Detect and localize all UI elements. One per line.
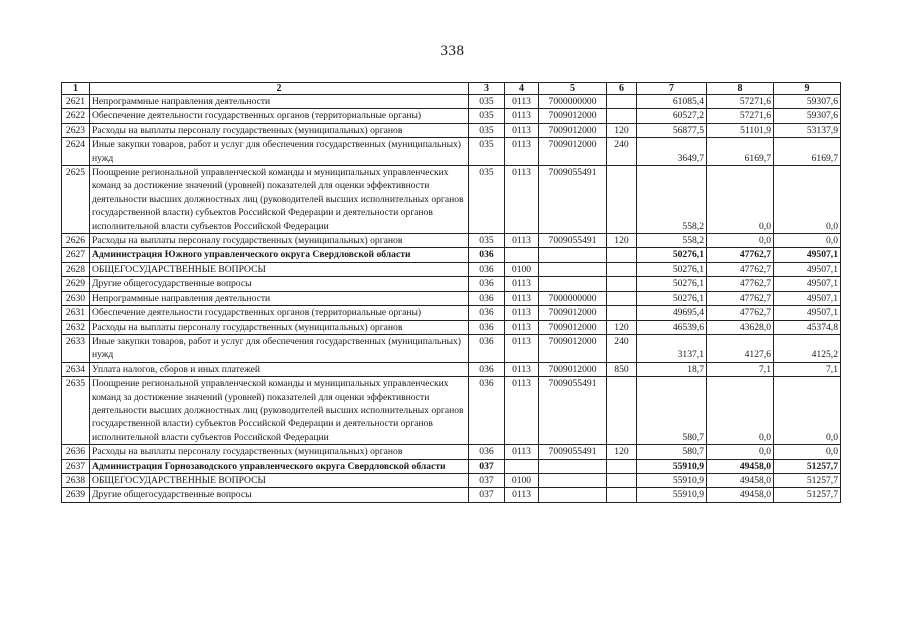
ministry-code-cell: 035 (469, 123, 505, 137)
row-number-cell: 2625 (62, 166, 90, 234)
ministry-code-cell: 037 (469, 459, 505, 473)
row-name-cell: Поощрение региональной управленческой команды и муниципальных управленческих команд за достижение значений (уровней) показателей для оценки эффективности деятельности высших должностных лиц (руководителей высших исполнительных органов государственной власти) субъектов Российской Федерации и деятельности органов исполнительной власти субъектов Российской Федерации (90, 377, 469, 445)
table-row (62, 166, 841, 234)
target-article-cell: 7000000000 (539, 291, 607, 305)
row-number-cell: 2627 (62, 248, 90, 262)
ministry-code-cell: 035 (469, 95, 505, 109)
amount-year1-cell: 55910,9 (637, 473, 707, 487)
amount-year3-cell: 51257,7 (774, 459, 841, 473)
amount-year1-cell: 61085,4 (637, 95, 707, 109)
target-article-cell: 7009055491 (539, 377, 607, 445)
expense-type-cell: 850 (607, 362, 637, 376)
header-cell: 6 (607, 83, 637, 95)
table-row (62, 362, 841, 376)
row-number-cell: 2635 (62, 377, 90, 445)
ministry-code-cell: 036 (469, 248, 505, 262)
row-name-cell: ОБЩЕГОСУДАРСТВЕННЫЕ ВОПРОСЫ (90, 473, 469, 487)
header-cell: 8 (707, 83, 774, 95)
row-name-cell: Обеспечение деятельности государственных органов (территориальные органы) (90, 109, 469, 123)
table-row (62, 138, 841, 166)
row-name-cell: Расходы на выплаты персоналу государственных (муниципальных) органов (90, 320, 469, 334)
expense-type-cell (607, 109, 637, 123)
target-article-cell: 7000000000 (539, 95, 607, 109)
row-number-cell: 2621 (62, 95, 90, 109)
amount-year3-cell: 0,0 (774, 234, 841, 248)
section-code-cell (505, 459, 539, 473)
ministry-code-cell: 036 (469, 362, 505, 376)
expense-type-cell (607, 473, 637, 487)
amount-year1-cell: 46539,6 (637, 320, 707, 334)
amount-year2-cell: 57271,6 (707, 95, 774, 109)
amount-year2-cell: 47762,7 (707, 277, 774, 291)
table-row (62, 95, 841, 109)
table-row (62, 306, 841, 320)
section-code-cell: 0113 (505, 291, 539, 305)
table-row (62, 234, 841, 248)
row-name-cell: Уплата налогов, сборов и иных платежей (90, 362, 469, 376)
section-code-cell (505, 248, 539, 262)
amount-year2-cell: 47762,7 (707, 306, 774, 320)
table-row (62, 277, 841, 291)
budget-table (61, 82, 841, 503)
section-code-cell: 0100 (505, 262, 539, 276)
amount-year1-cell: 18,7 (637, 362, 707, 376)
section-code-cell: 0113 (505, 320, 539, 334)
target-article-cell: 7009012000 (539, 123, 607, 137)
row-number-cell: 2634 (62, 362, 90, 376)
amount-year2-cell: 49458,0 (707, 488, 774, 502)
section-code-cell: 0113 (505, 334, 539, 362)
expense-type-cell: 120 (607, 445, 637, 459)
table-row (62, 291, 841, 305)
ministry-code-cell: 036 (469, 291, 505, 305)
row-number-cell: 2631 (62, 306, 90, 320)
header-cell: 1 (62, 83, 90, 95)
row-number-cell: 2628 (62, 262, 90, 276)
expense-type-cell (607, 95, 637, 109)
expense-type-cell: 120 (607, 123, 637, 137)
amount-year2-cell: 57271,6 (707, 109, 774, 123)
amount-year3-cell: 53137,9 (774, 123, 841, 137)
row-number-cell: 2630 (62, 291, 90, 305)
table-row (62, 445, 841, 459)
row-number-cell: 2638 (62, 473, 90, 487)
row-number-cell: 2639 (62, 488, 90, 502)
row-number-cell: 2623 (62, 123, 90, 137)
amount-year3-cell: 49507,1 (774, 306, 841, 320)
target-article-cell: 7009012000 (539, 306, 607, 320)
amount-year3-cell: 51257,7 (774, 473, 841, 487)
row-number-cell: 2632 (62, 320, 90, 334)
amount-year2-cell: 47762,7 (707, 248, 774, 262)
section-code-cell: 0113 (505, 362, 539, 376)
amount-year1-cell: 49695,4 (637, 306, 707, 320)
target-article-cell: 7009012000 (539, 138, 607, 166)
section-code-cell: 0100 (505, 473, 539, 487)
ministry-code-cell: 037 (469, 473, 505, 487)
expense-type-cell (607, 488, 637, 502)
amount-year2-cell: 49458,0 (707, 459, 774, 473)
amount-year2-cell: 51101,9 (707, 123, 774, 137)
amount-year3-cell: 59307,6 (774, 95, 841, 109)
ministry-code-cell: 035 (469, 109, 505, 123)
target-article-cell: 7009055491 (539, 166, 607, 234)
table-row (62, 262, 841, 276)
row-name-cell: Непрограммные направления деятельности (90, 95, 469, 109)
target-article-cell (539, 488, 607, 502)
amount-year1-cell: 55910,9 (637, 459, 707, 473)
amount-year3-cell: 45374,8 (774, 320, 841, 334)
amount-year1-cell: 3649,7 (637, 138, 707, 166)
amount-year2-cell: 0,0 (707, 445, 774, 459)
ministry-code-cell: 036 (469, 277, 505, 291)
table-row (62, 248, 841, 262)
amount-year2-cell: 49458,0 (707, 473, 774, 487)
amount-year2-cell: 7,1 (707, 362, 774, 376)
header-cell: 4 (505, 83, 539, 95)
table-row (62, 473, 841, 487)
header-cell: 3 (469, 83, 505, 95)
row-name-cell: Иные закупки товаров, работ и услуг для обеспечения государственных (муниципальных) нужд (90, 138, 469, 166)
section-code-cell: 0113 (505, 377, 539, 445)
page-number: 338 (440, 43, 465, 59)
expense-type-cell (607, 248, 637, 262)
amount-year3-cell: 49507,1 (774, 262, 841, 276)
ministry-code-cell: 036 (469, 262, 505, 276)
section-code-cell: 0113 (505, 445, 539, 459)
amount-year1-cell: 580,7 (637, 377, 707, 445)
row-number-cell: 2622 (62, 109, 90, 123)
row-number-cell: 2633 (62, 334, 90, 362)
amount-year3-cell: 0,0 (774, 445, 841, 459)
ministry-code-cell: 036 (469, 320, 505, 334)
section-code-cell: 0113 (505, 234, 539, 248)
target-article-cell (539, 277, 607, 291)
row-number-cell: 2637 (62, 459, 90, 473)
header-row (62, 83, 841, 95)
ministry-code-cell: 035 (469, 138, 505, 166)
row-name-cell: Другие общегосударственные вопросы (90, 277, 469, 291)
ministry-code-cell: 036 (469, 445, 505, 459)
table-row (62, 488, 841, 502)
header-cell: 2 (90, 83, 469, 95)
amount-year2-cell: 0,0 (707, 234, 774, 248)
amount-year3-cell: 4125,2 (774, 334, 841, 362)
amount-year1-cell: 56877,5 (637, 123, 707, 137)
amount-year3-cell: 7,1 (774, 362, 841, 376)
table-row (62, 459, 841, 473)
table-row (62, 123, 841, 137)
amount-year1-cell: 60527,2 (637, 109, 707, 123)
amount-year1-cell: 50276,1 (637, 248, 707, 262)
amount-year1-cell: 55910,9 (637, 488, 707, 502)
row-name-cell: Другие общегосударственные вопросы (90, 488, 469, 502)
amount-year2-cell: 47762,7 (707, 291, 774, 305)
amount-year2-cell: 4127,6 (707, 334, 774, 362)
section-code-cell: 0113 (505, 277, 539, 291)
amount-year3-cell: 49507,1 (774, 277, 841, 291)
amount-year2-cell: 6169,7 (707, 138, 774, 166)
expense-type-cell: 120 (607, 320, 637, 334)
target-article-cell (539, 262, 607, 276)
target-article-cell: 7009055491 (539, 445, 607, 459)
amount-year1-cell: 580,7 (637, 445, 707, 459)
ministry-code-cell: 035 (469, 234, 505, 248)
ministry-code-cell: 036 (469, 377, 505, 445)
table-header (62, 83, 841, 95)
section-code-cell: 0113 (505, 166, 539, 234)
table-row (62, 320, 841, 334)
section-code-cell: 0113 (505, 138, 539, 166)
target-article-cell (539, 473, 607, 487)
row-name-cell: Обеспечение деятельности государственных органов (территориальные органы) (90, 306, 469, 320)
amount-year1-cell: 558,2 (637, 234, 707, 248)
amount-year3-cell: 0,0 (774, 377, 841, 445)
ministry-code-cell: 036 (469, 334, 505, 362)
row-name-cell: Расходы на выплаты персоналу государственных (муниципальных) органов (90, 234, 469, 248)
amount-year3-cell: 49507,1 (774, 248, 841, 262)
row-name-cell: Администрация Горнозаводского управленческого округа Свердловской области (90, 459, 469, 473)
section-code-cell: 0113 (505, 109, 539, 123)
amount-year2-cell: 0,0 (707, 377, 774, 445)
expense-type-cell (607, 459, 637, 473)
expense-type-cell (607, 377, 637, 445)
target-article-cell: 7009012000 (539, 362, 607, 376)
ministry-code-cell: 036 (469, 306, 505, 320)
ministry-code-cell: 037 (469, 488, 505, 502)
amount-year2-cell: 47762,7 (707, 262, 774, 276)
target-article-cell: 7009012000 (539, 109, 607, 123)
target-article-cell (539, 248, 607, 262)
table-row (62, 109, 841, 123)
table-row (62, 377, 841, 445)
table-body (62, 95, 841, 503)
row-name-cell: Расходы на выплаты персоналу государственных (муниципальных) органов (90, 123, 469, 137)
row-name-cell: Администрация Южного управленческого округа Свердловской области (90, 248, 469, 262)
expense-type-cell: 240 (607, 138, 637, 166)
row-name-cell: Поощрение региональной управленческой команды и муниципальных управленческих команд за достижение значений (уровней) показателей для оценки эффективности деятельности высших должностных лиц (руководителей высших исполнительных органов государственной власти) субъектов Российской Федерации и деятельности органов исполнительной власти субъектов Российской Федерации (90, 166, 469, 234)
amount-year3-cell: 51257,7 (774, 488, 841, 502)
amount-year3-cell: 59307,6 (774, 109, 841, 123)
header-cell: 5 (539, 83, 607, 95)
row-number-cell: 2626 (62, 234, 90, 248)
target-article-cell: 7009012000 (539, 320, 607, 334)
amount-year1-cell: 50276,1 (637, 291, 707, 305)
row-number-cell: 2624 (62, 138, 90, 166)
row-name-cell: Непрограммные направления деятельности (90, 291, 469, 305)
row-number-cell: 2636 (62, 445, 90, 459)
amount-year3-cell: 0,0 (774, 166, 841, 234)
ministry-code-cell: 035 (469, 166, 505, 234)
section-code-cell: 0113 (505, 306, 539, 320)
expense-type-cell (607, 262, 637, 276)
target-article-cell (539, 459, 607, 473)
table-row (62, 334, 841, 362)
amount-year2-cell: 0,0 (707, 166, 774, 234)
expense-type-cell: 240 (607, 334, 637, 362)
row-name-cell: ОБЩЕГОСУДАРСТВЕННЫЕ ВОПРОСЫ (90, 262, 469, 276)
amount-year1-cell: 50276,1 (637, 262, 707, 276)
expense-type-cell (607, 291, 637, 305)
expense-type-cell (607, 166, 637, 234)
expense-type-cell (607, 306, 637, 320)
section-code-cell: 0113 (505, 123, 539, 137)
row-name-cell: Иные закупки товаров, работ и услуг для обеспечения государственных (муниципальных) нужд (90, 334, 469, 362)
section-code-cell: 0113 (505, 95, 539, 109)
target-article-cell: 7009012000 (539, 334, 607, 362)
target-article-cell: 7009055491 (539, 234, 607, 248)
expense-type-cell (607, 277, 637, 291)
amount-year1-cell: 558,2 (637, 166, 707, 234)
header-cell: 7 (637, 83, 707, 95)
section-code-cell: 0113 (505, 488, 539, 502)
amount-year3-cell: 6169,7 (774, 138, 841, 166)
row-number-cell: 2629 (62, 277, 90, 291)
amount-year1-cell: 50276,1 (637, 277, 707, 291)
amount-year3-cell: 49507,1 (774, 291, 841, 305)
expense-type-cell: 120 (607, 234, 637, 248)
header-cell: 9 (774, 83, 841, 95)
row-name-cell: Расходы на выплаты персоналу государственных (муниципальных) органов (90, 445, 469, 459)
amount-year2-cell: 43628,0 (707, 320, 774, 334)
amount-year1-cell: 3137,1 (637, 334, 707, 362)
